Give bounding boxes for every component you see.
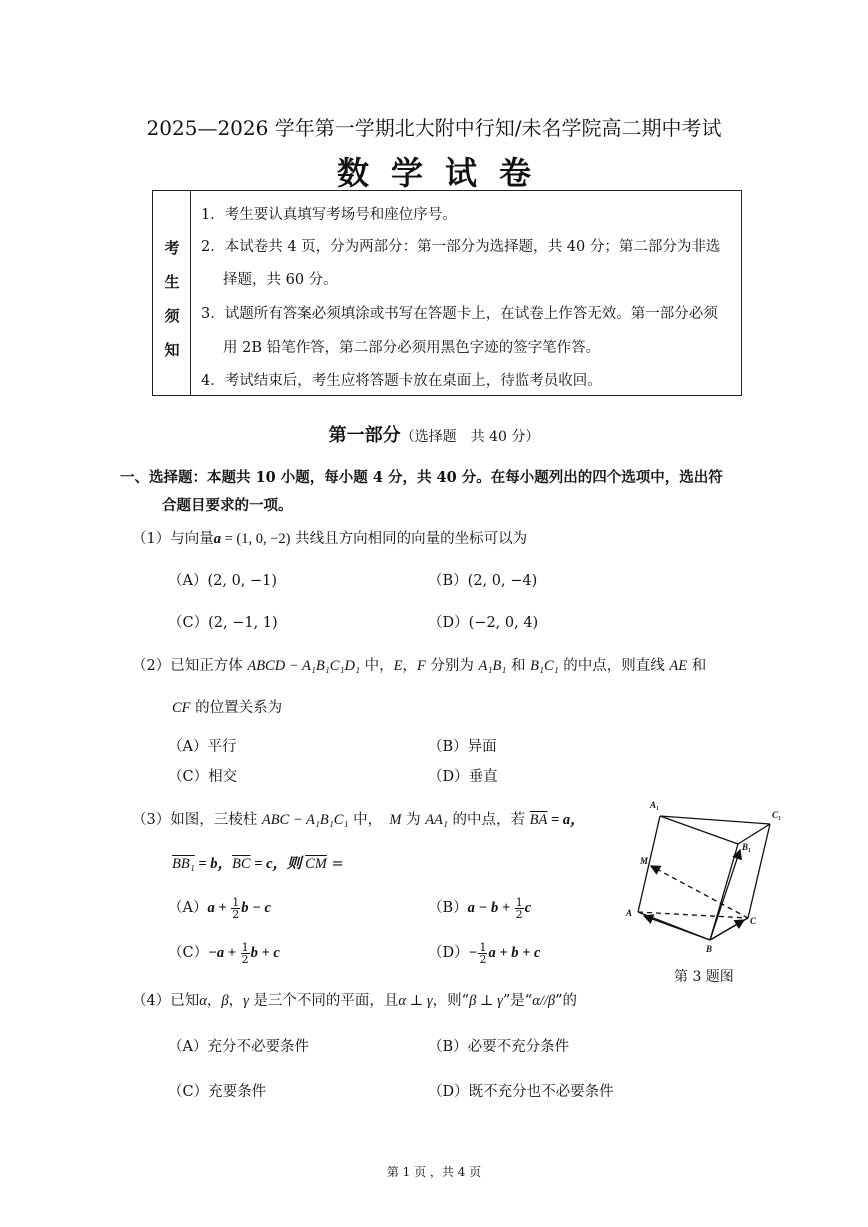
part-title-sub: （选择题 共 40 分） — [400, 429, 540, 445]
q4-option-d — [428, 1080, 614, 1101]
text: 的位置关系为 — [190, 700, 283, 716]
math: β — [221, 993, 229, 1009]
option-label: （A） — [168, 573, 208, 589]
option-text: (2, 0, −4) — [467, 573, 538, 589]
fraction-half — [515, 897, 524, 920]
notice-box — [152, 190, 742, 396]
edge-c1c — [748, 824, 770, 918]
math: AE — [669, 658, 688, 674]
option-text: 充分不必要条件 — [207, 1039, 309, 1055]
text: ， — [228, 993, 244, 1009]
math: M — [389, 812, 402, 828]
math: F — [416, 658, 426, 674]
notice-line: 1．考生要认真填写考场号和座位序号。 — [201, 207, 457, 223]
option-label: （A） — [168, 900, 208, 916]
text: （4）已知 — [132, 993, 200, 1009]
text: （3）如图，三棱柱 — [132, 812, 262, 828]
option-label: （D） — [428, 945, 469, 961]
vector-a: a — [213, 531, 221, 547]
numerator: 1 — [232, 895, 240, 909]
label-c: C — [750, 916, 757, 926]
option-label: （B） — [428, 573, 468, 589]
math: b + c — [250, 945, 280, 961]
notice-line: 择题，共 60 分。 — [223, 272, 338, 288]
option-label: （A） — [168, 1039, 208, 1055]
numerator: 1 — [479, 940, 487, 954]
option-text: (2, −1, 1) — [208, 615, 278, 631]
vector-cm-arrow — [651, 866, 748, 918]
option-label: （D） — [428, 1084, 469, 1100]
text: 为 — [401, 812, 426, 828]
text: = — [326, 856, 344, 872]
option-text: (2, 0, −1) — [207, 573, 278, 589]
math: α ⊥ γ — [398, 993, 433, 1009]
label-m: M — [640, 856, 649, 866]
option-label: （C） — [168, 769, 209, 785]
q1-option-a — [168, 569, 277, 590]
text: 共线且方向相同的向量的坐标可以为 — [290, 531, 528, 547]
prism-figure — [620, 792, 790, 962]
question-4-stem — [132, 989, 577, 1010]
math: A₁B₁ — [478, 658, 507, 674]
math: B₁C₁ — [530, 658, 559, 674]
denominator: 2 — [515, 907, 523, 921]
notice-line: 3．试题所有答案必须填涂或书写在答题卡上，在试卷上作答无效。第一部分必须 — [201, 306, 718, 322]
q1-option-d — [428, 611, 538, 632]
math: AA₁ — [425, 812, 448, 828]
label-c1: C₁ — [772, 810, 782, 820]
option-text: 相交 — [208, 769, 238, 785]
option-text: 垂直 — [468, 769, 498, 785]
option-label: （C） — [168, 945, 209, 961]
option-label: （D） — [428, 615, 469, 631]
label-a: A — [626, 908, 633, 918]
text: ，则“ — [432, 993, 470, 1009]
math: a − b + — [467, 900, 514, 916]
notice-line: 用 2B 铅笔作答，第二部分必须用黑色字迹的签字笔作答。 — [223, 340, 601, 356]
subject-title: 数学试卷 — [336, 154, 553, 192]
vector-bb1: BB₁ — [172, 856, 195, 872]
option-text: 必要不充分条件 — [467, 1039, 570, 1055]
question-2-stem-cont — [172, 696, 282, 717]
text: 和 — [506, 658, 531, 674]
q4-option-c — [168, 1080, 266, 1101]
part-title — [0, 421, 868, 447]
option-text: (−2, 0, 4) — [468, 615, 539, 631]
denominator: 2 — [232, 907, 240, 921]
text: 的中点，则直线 — [558, 658, 670, 674]
math: = a， — [547, 812, 585, 828]
option-label: （A） — [168, 739, 208, 755]
q3-option-d — [428, 941, 540, 965]
edge-b1c1 — [738, 824, 770, 844]
option-text: 充要条件 — [208, 1084, 267, 1100]
q2-option-d — [428, 765, 498, 786]
math: a + — [207, 900, 231, 916]
notice-label — [153, 191, 191, 395]
numerator: 1 — [241, 940, 249, 954]
vector-bc: $\overline{BC}$ — [232, 856, 251, 872]
page-footer: 第 1 页 ，共 4 页 — [386, 1165, 482, 1179]
math: CF — [172, 700, 191, 716]
q3-option-b — [428, 896, 531, 920]
text: 是三个不同的平面，且 — [248, 993, 399, 1009]
text: ”的 — [555, 993, 578, 1009]
text: ， — [402, 658, 417, 674]
label-a1: A₁ — [650, 800, 660, 810]
vector-cm: $\overline{CM}$ — [305, 856, 327, 872]
option-label: （B） — [428, 739, 468, 755]
math: β ⊥ γ — [469, 993, 503, 1009]
option-label: （B） — [428, 1039, 468, 1055]
option-text: 异面 — [467, 739, 497, 755]
section-instruction: 合题目要求的一项。 — [162, 497, 293, 514]
denominator: 2 — [479, 952, 487, 966]
text: 的中点，若 — [447, 812, 530, 828]
q1-option-c — [168, 611, 278, 632]
text: ， — [206, 993, 222, 1009]
question-3-stem — [132, 808, 585, 829]
text: （1）与向量 — [132, 531, 214, 547]
notice-line: 4．考试结束后，考生应将答题卡放在桌面上，待监考员收回。 — [201, 373, 602, 389]
denominator: 2 — [241, 952, 249, 966]
q2-option-c — [168, 765, 237, 786]
exam-title: 2025—2026 学年第一学期北大附中行知/未名学院高二期中考试 — [146, 116, 722, 140]
math: a + b + c — [488, 945, 541, 961]
figure-caption: 第 3 题图 — [674, 969, 734, 985]
text: 和 — [687, 658, 707, 674]
math: b − c — [241, 900, 271, 916]
q3-option-c — [168, 941, 280, 965]
text: 中， — [360, 658, 394, 674]
fraction-half — [478, 942, 487, 965]
text: （2）已知正方体 — [132, 658, 248, 674]
part-title-main: 第一部分 — [328, 425, 401, 446]
math: ABC − A₁B₁C₁ — [261, 812, 349, 828]
math: ABCD − A₁B₁C₁D₁ — [247, 658, 360, 674]
math: −a + — [208, 945, 240, 961]
edge-ac-hidden — [638, 912, 748, 918]
option-label: （C） — [168, 615, 209, 631]
math: α//β — [532, 993, 556, 1009]
fraction-half — [241, 942, 250, 965]
notice-label-char: 知 — [164, 341, 180, 359]
math: α — [199, 993, 207, 1009]
question-1-stem — [132, 527, 527, 548]
notice-label-char: 考 — [164, 239, 180, 257]
math: = c，则 — [250, 856, 306, 872]
notice-line: 2．本试卷共 4 页，分为两部分：第一部分为选择题，共 40 分；第二部分为非选 — [201, 239, 721, 255]
option-label: （D） — [428, 769, 469, 785]
vector-ba-arrow — [644, 916, 710, 940]
math: γ — [243, 993, 249, 1009]
text: ”是“ — [502, 993, 533, 1009]
text: = (1, 0, −2) — [220, 531, 291, 547]
q4-option-a — [168, 1035, 309, 1056]
option-text: 既不充分也不必要条件 — [468, 1084, 614, 1100]
section-instruction: 一、选择题：本题共 10 小题，每小题 4 分，共 40 分。在每小题列出的四个选项中，选出符 — [120, 469, 723, 486]
math: E — [393, 658, 403, 674]
notice-label-char: 须 — [164, 307, 180, 325]
q4-option-b — [428, 1035, 569, 1056]
q1-option-b — [428, 569, 537, 590]
q2-option-a — [168, 735, 236, 756]
label-b: B — [706, 944, 713, 954]
edge-a1c1 — [660, 816, 770, 824]
math: = b， — [194, 856, 233, 872]
label-b1: B₁ — [742, 842, 752, 852]
q3-option-a — [168, 896, 271, 920]
numerator: 1 — [515, 895, 523, 909]
option-label: （C） — [168, 1084, 209, 1100]
text: 分别为 — [425, 658, 479, 674]
question-3-stem-cont — [172, 852, 344, 873]
fraction-half — [231, 897, 240, 920]
notice-label-char: 生 — [164, 273, 180, 291]
math: − — [468, 945, 478, 961]
text: 中， — [348, 812, 390, 828]
question-2-stem — [132, 654, 706, 675]
vector-bb1-arrow — [710, 850, 740, 940]
option-label: （B） — [428, 900, 468, 916]
option-text: 平行 — [207, 739, 237, 755]
vector-ba: $\overline{BA}$ — [529, 812, 548, 828]
math: c — [524, 900, 532, 916]
q2-option-b — [428, 735, 497, 756]
